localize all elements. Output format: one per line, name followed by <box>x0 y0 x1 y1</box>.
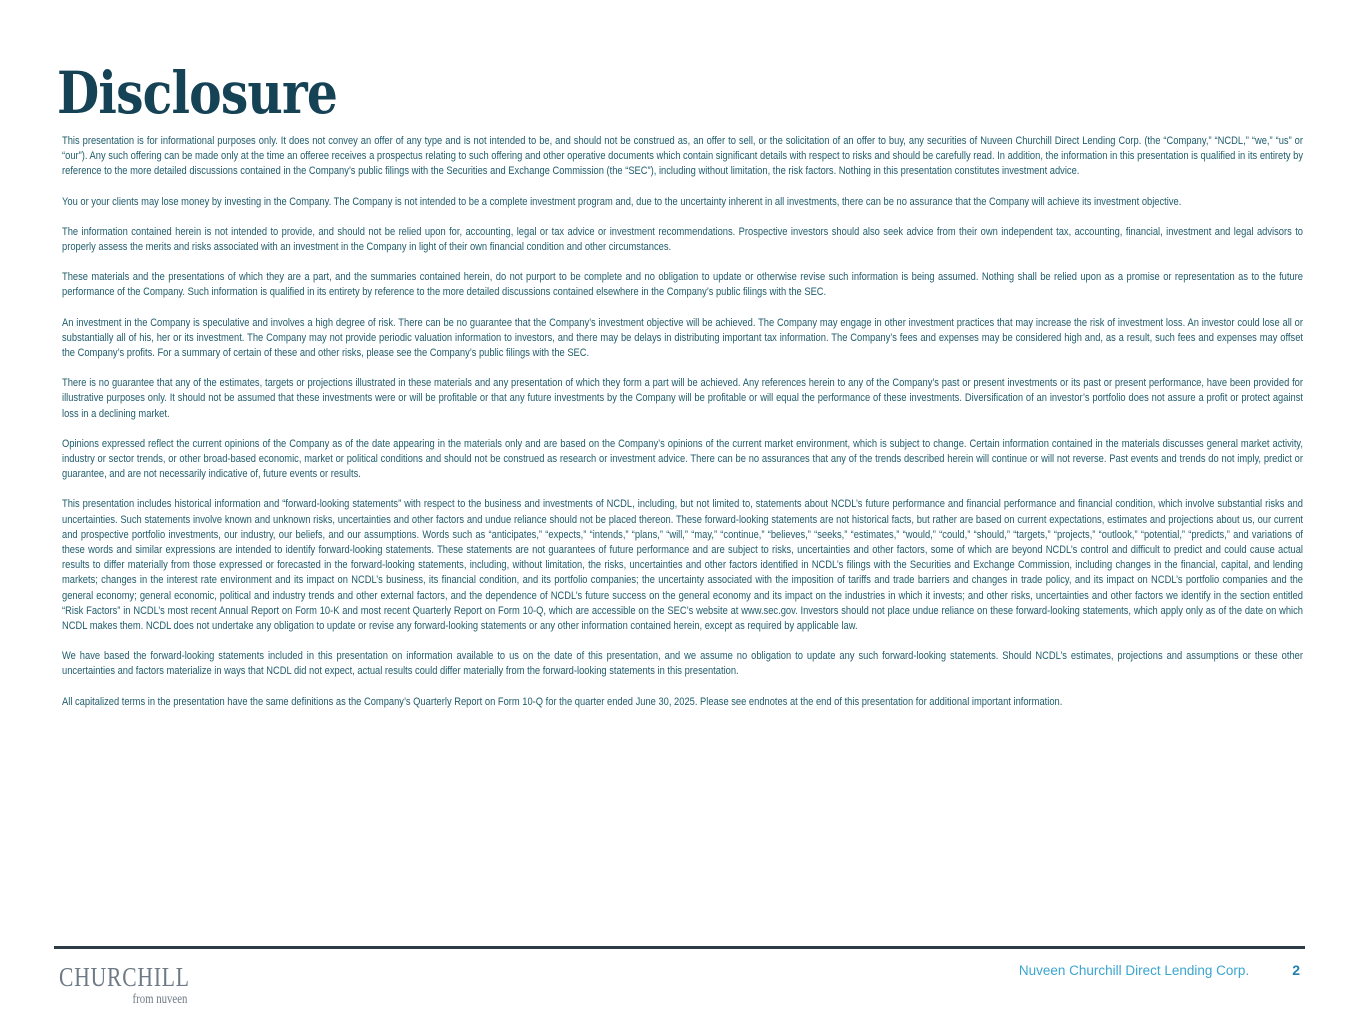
footer-divider <box>54 946 1305 949</box>
disclosure-paragraph: This presentation is for informational purposes only. It does not convey an offer of any type and is not intended to be, and should not be construed as, an offer to sell, or the solicitation of an offer to buy, any securities of Nuveen Churchill Direct Lending Corp. (the “Company,” “NCDL,” “we,” “us” or “our”). Any such offering can be made only at the time an offeree receives a prospectus relating to such offering and other operative documents which contain significant details with respect to risks and should be carefully read. In addition, the information in this presentation is qualified in its entirety by reference to the more detailed discussions contained in the Company’s public filings with the Securities and Exchange Commission (the “SEC”), including without limitation, the risk factors. Nothing in this presentation constitutes investment advice. <box>62 135 1303 178</box>
disclosure-paragraph: There is no guarantee that any of the estimates, targets or projections illustrated in these materials and any presentation of which they form a part will be achieved. Any references herein to any of the Company’s past or present investments or its past or present performance, have been provided for illustrative purposes only. It should not be assumed that these investments were or will be profitable or that any future investments by the Company will be profitable or will equal the performance of these investments. Diversification of an investor’s portfolio does not assure a profit or protect against loss in a declining market. <box>62 377 1303 420</box>
logo-tagline: from nuveen <box>132 991 188 1006</box>
disclosure-paragraph: We have based the forward-looking statements included in this presentation on information available to us on the date of this presentation, and we assume no obligation to update any such forward-looking statements. Should NCDL’s estimates, projections and assumptions or these other uncertainties and factors materialize in ways that NCDL did not expect, actual results could differ materially from the forward-looking statements in this presentation. <box>62 650 1303 678</box>
disclosure-paragraph: All capitalized terms in the presentation have the same definitions as the Company’s Quarterly Report on Form 10-Q for the quarter ended June 30, 2025. Please see endnotes at the end of this presentation for additional important information. <box>62 695 1063 708</box>
disclosure-paragraph: This presentation includes historical information and “forward-looking statements” with respect to the business and investments of NCDL, including, but not limited to, statements about NCDL’s future performance and financial performance and financial condition, which involve substantial risks and uncertainties. Such statements involve known and unknown risks, uncertainties and other factors and undue reliance should not be placed thereon. These forward-looking statements are not historical facts, but rather are based on current expectations, estimates and projections about us, our current and prospective portfolio investments, our industry, our beliefs, and our assumptions. Words such as “anticipates,” “expects,” “intends,” “plans,” “will,” “may,” “continue,” “believes,” “seeks,” “estimates,” “would,” “could,” “should,” “targets,” “projects,” “outlook,” “potential,” “predicts,” and variations of these words and similar expressions are intended to identify forward-looking statements. These statements are not guarantees of future performance and are subject to risks, uncertainties and other factors, some of which are beyond NCDL’s control and difficult to predict and could cause actual results to differ materially from those expressed or forecasted in the forward-looking statements, including, without limitation, the risks, uncertainties and other factors identified in NCDL’s filings with the Securities and Exchange Commission, including changes in the financial, capital, and lending markets; changes in the interest rate environment and its impact on NCDL’s business, its financial condition, and its portfolio companies; the uncertainty associated with the imposition of tariffs and trade barriers and changes in trade policy, and its impact on NCDL’s portfolio companies and the general economy; general economic, political and industry trends and other external factors, and the dependence of NCDL’s future success on the general economy and its impact on the industries in which it invests; and other risks, uncertainties and other factors we identify in the section entitled “Risk Factors” in NCDL’s most recent Annual Report on Form 10-K and most recent Quarterly Report on Form 10-Q, which are accessible on the SEC’s website at www.sec.gov. Investors should not place undue reliance on these forward-looking statements, which apply only as of the date on which NCDL makes them. NCDL does not undertake any obligation to update or revise any forward-looking statements or any other information contained herein, except as required by applicable law. <box>62 498 1303 633</box>
footer-right <box>1019 962 1300 978</box>
disclosure-paragraph: You or your clients may lose money by investing in the Company. The Company is not intended to be a complete investment program and, due to the uncertainty inherent in all investments, there can be no assurance that the Company will achieve its investment objective. <box>62 195 1182 208</box>
footer-company-label: Nuveen Churchill Direct Lending Corp. <box>1018 963 1250 978</box>
churchill-logo <box>59 964 190 1007</box>
page-title: Disclosure <box>57 59 337 127</box>
logo-wordmark: CHURCHILL <box>59 962 190 992</box>
disclosure-paragraph: An investment in the Company is speculative and involves a high degree of risk. There can be no guarantee that the Company’s investment objective will be achieved. The Company may engage in other investment practices that may increase the risk of investment loss. An investor could lose all or substantially all of his, her or its investment. The Company may not provide periodic valuation information to investors, and there may be delays in distributing important tax information. The Company’s fees and expenses may be considered high and, as a result, such fees and expenses may offset the Company’s profits. For a summary of certain of these and other risks, please see the Company’s public filings with the SEC. <box>62 316 1303 360</box>
disclosure-paragraph: These materials and the presentations of which they are a part, and the summaries contained herein, do not purport to be complete and no obligation to update or otherwise revise such information is being assumed. Nothing shall be relied upon as a promise or representation as to the future performance of the Company. Such information is qualified in its entirety by reference to the more detailed discussions contained elsewhere in the Company’s public filings with the SEC. <box>62 271 1303 299</box>
disclosure-text-block <box>62 134 1303 725</box>
page-number: 2 <box>1292 962 1300 978</box>
disclosure-paragraph: The information contained herein is not intended to provide, and should not be relied upon for, accounting, legal or tax advice or investment recommendations. Prospective investors should also seek advice from their own independent tax, accounting, financial, investment and legal advisors to properly assess the merits and risks associated with an investment in the Company in light of their own financial condition and other circumstances. <box>62 225 1303 254</box>
disclosure-paragraph: Opinions expressed reflect the current opinions of the Company as of the date appearing in the materials only and are based on the Company’s opinions of the current market environment, which is subject to change. Certain information contained in the materials discusses general market activity, industry or sector trends, or other broad-based economic, market or political conditions and should not be construed as research or investment advice. There can be no assurances that any of the trends described herein will continue or will not reverse. Past events and trends do not imply, predict or guarantee, and are not necessarily indicative of, future events or results. <box>62 437 1303 481</box>
